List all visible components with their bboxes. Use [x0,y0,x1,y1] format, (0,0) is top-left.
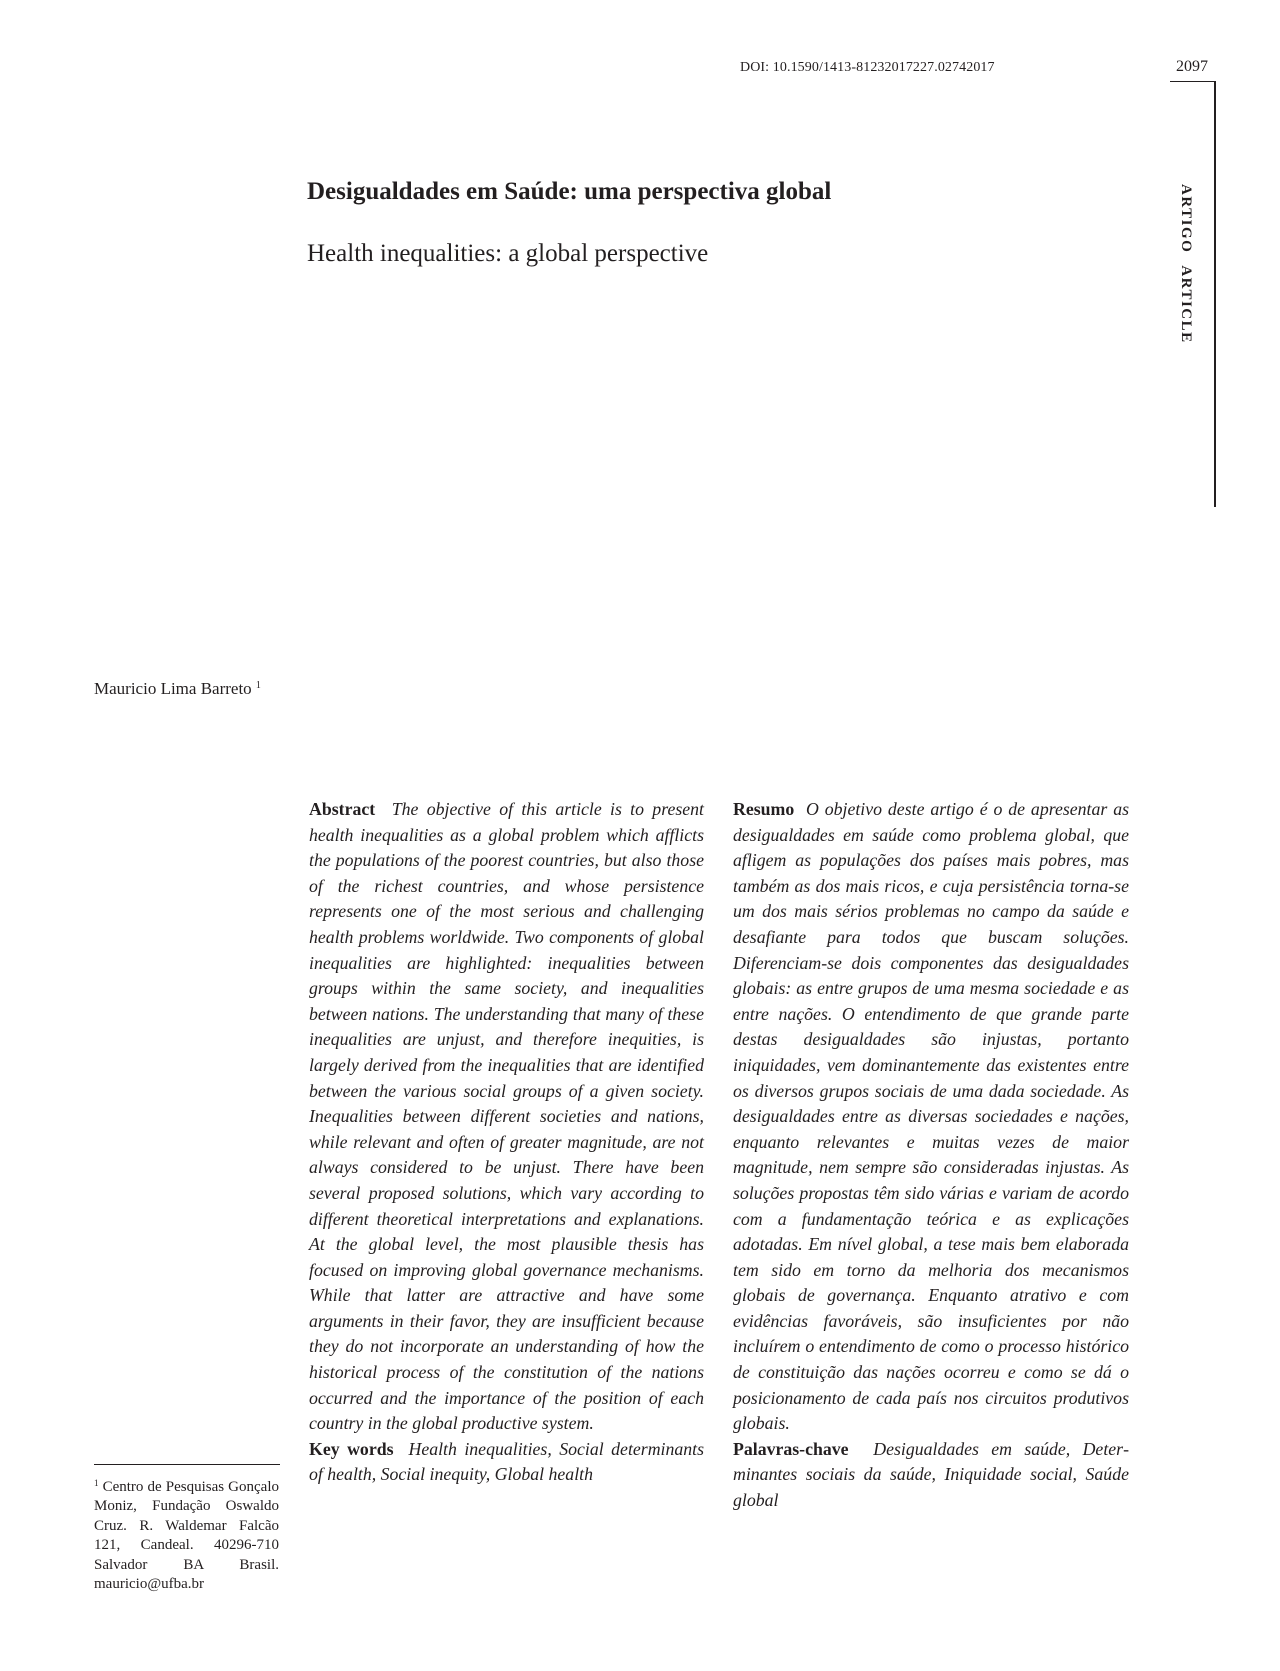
author-name: Mauricio Lima Barreto [94,679,252,698]
abstract-label: Abstract [309,799,376,819]
doi-line: DOI: 10.1590/1413-81232017227.02742017 [740,60,995,75]
footnote-rule [94,1464,280,1465]
abstract-portuguese-body [733,797,1129,1437]
abstract-english-body [309,797,704,1437]
section-label [1177,184,1194,344]
title-english: Health inequalities: a global perspective [307,240,709,267]
keywords-label: Key words [309,1438,394,1459]
header-rule [1170,81,1215,82]
resumo-text: O objetivo deste artigo é o de apresentar as desigualdades em saúde como problema global, que afligem as populações dos países mais pobres, mas também as dos mais ricos, e cuja persistência torna-se um dos mais sérios problemas no campo da saúde e desafiante para todos que buscam soluções. Diferenciam-se dois componentes das desigualdades globais: as entre grupos de uma mesma sociedade e as entre nações. O entendimento de que grande parte destas desigualdades são injustas, portanto iniquidades, vem dominantemente das existentes entre os diversos grupos sociais de uma dada sociedade. As desigualdades entre as diversas sociedades e nações, enquanto relevantes e muitas vezes de maior magnitude, nem sempre são consideradas injustas. As soluções propostas têm sido várias e variam de acordo com a fundamentação teórica e as explicações adotadas. Em nível global, a tese mais bem elaborada tem sido em torno da melhoria dos mecanismos globais de governança. Enquanto atrativo e com evidências favoráveis, são insuficientes por não incluírem o entendimento de como o processo histórico de constituição das nações ocorreu e como se dá o posicionamento de cada país nos circuitos produtivos globais. [733,799,1130,1434]
abstract-text: The objective of this article is to present health inequalities as a global problem which afflicts the populations of the poorest countries, but also those of the richest countries, and whose persistence represents one of the most serious and challenging health problems worldwide. Two components of global inequalities are highlighted: inequalities between groups within the same society, and inequalities between nations. The understanding that many of these inequalities are unjust, and therefore inequities, is largely derived from the inequalities that are identified between the various social groups of a given society. Inequalities between different societies and nations, while relevant and often of greater magnitude, are not always considered to be unjust. There have been several proposed solutions, which vary according to different theoretical interpretations and explanations. At the global level, the most plausible thesis has focused on improving global governance mechanisms. While that latter are attractive and have some arguments in their favor, they are insufficient because they do not incorporate an understanding of how the historical process of the constitution of the nations occurred and the importance of the position of each country in the global productive system. [309,799,704,1434]
palavras-chave-label: Palavras-chave [733,1438,849,1459]
abstract-english [309,797,704,1488]
resumo-label: Resumo [733,799,795,819]
section-label-pt: ARTIGO [1178,184,1194,254]
author-line [94,679,261,699]
title-portuguese: Desigualdades em Saúde: uma perspectiva global [307,178,832,205]
author-affiliation-marker: 1 [255,680,261,691]
affiliation-footnote [94,1474,279,1594]
margin-rule [1214,81,1216,507]
keywords-english [309,1437,704,1488]
footnote-text: Centro de Pesquisas Gonçalo Moniz, Fundação Oswaldo Cruz. R. Waldemar Falcão 121, Candeal. 40296-710 Salvador BA Brasil. mauricio@ufba.br [94,1479,279,1593]
palavras-chave-text: Desigualdades em saúde, Determinantes sociais da saúde, Iniquidade social, Saúde global [733,1438,1129,1511]
keywords-portuguese [733,1437,1129,1514]
page-number: 2097 [1176,58,1208,75]
section-label-en: ARTICLE [1178,265,1194,344]
abstract-portuguese [733,797,1129,1514]
footnote-marker: 1 [94,1478,99,1488]
keywords-text: Health inequalities, Social determinants of health, Social inequity, Global health [309,1438,705,1485]
